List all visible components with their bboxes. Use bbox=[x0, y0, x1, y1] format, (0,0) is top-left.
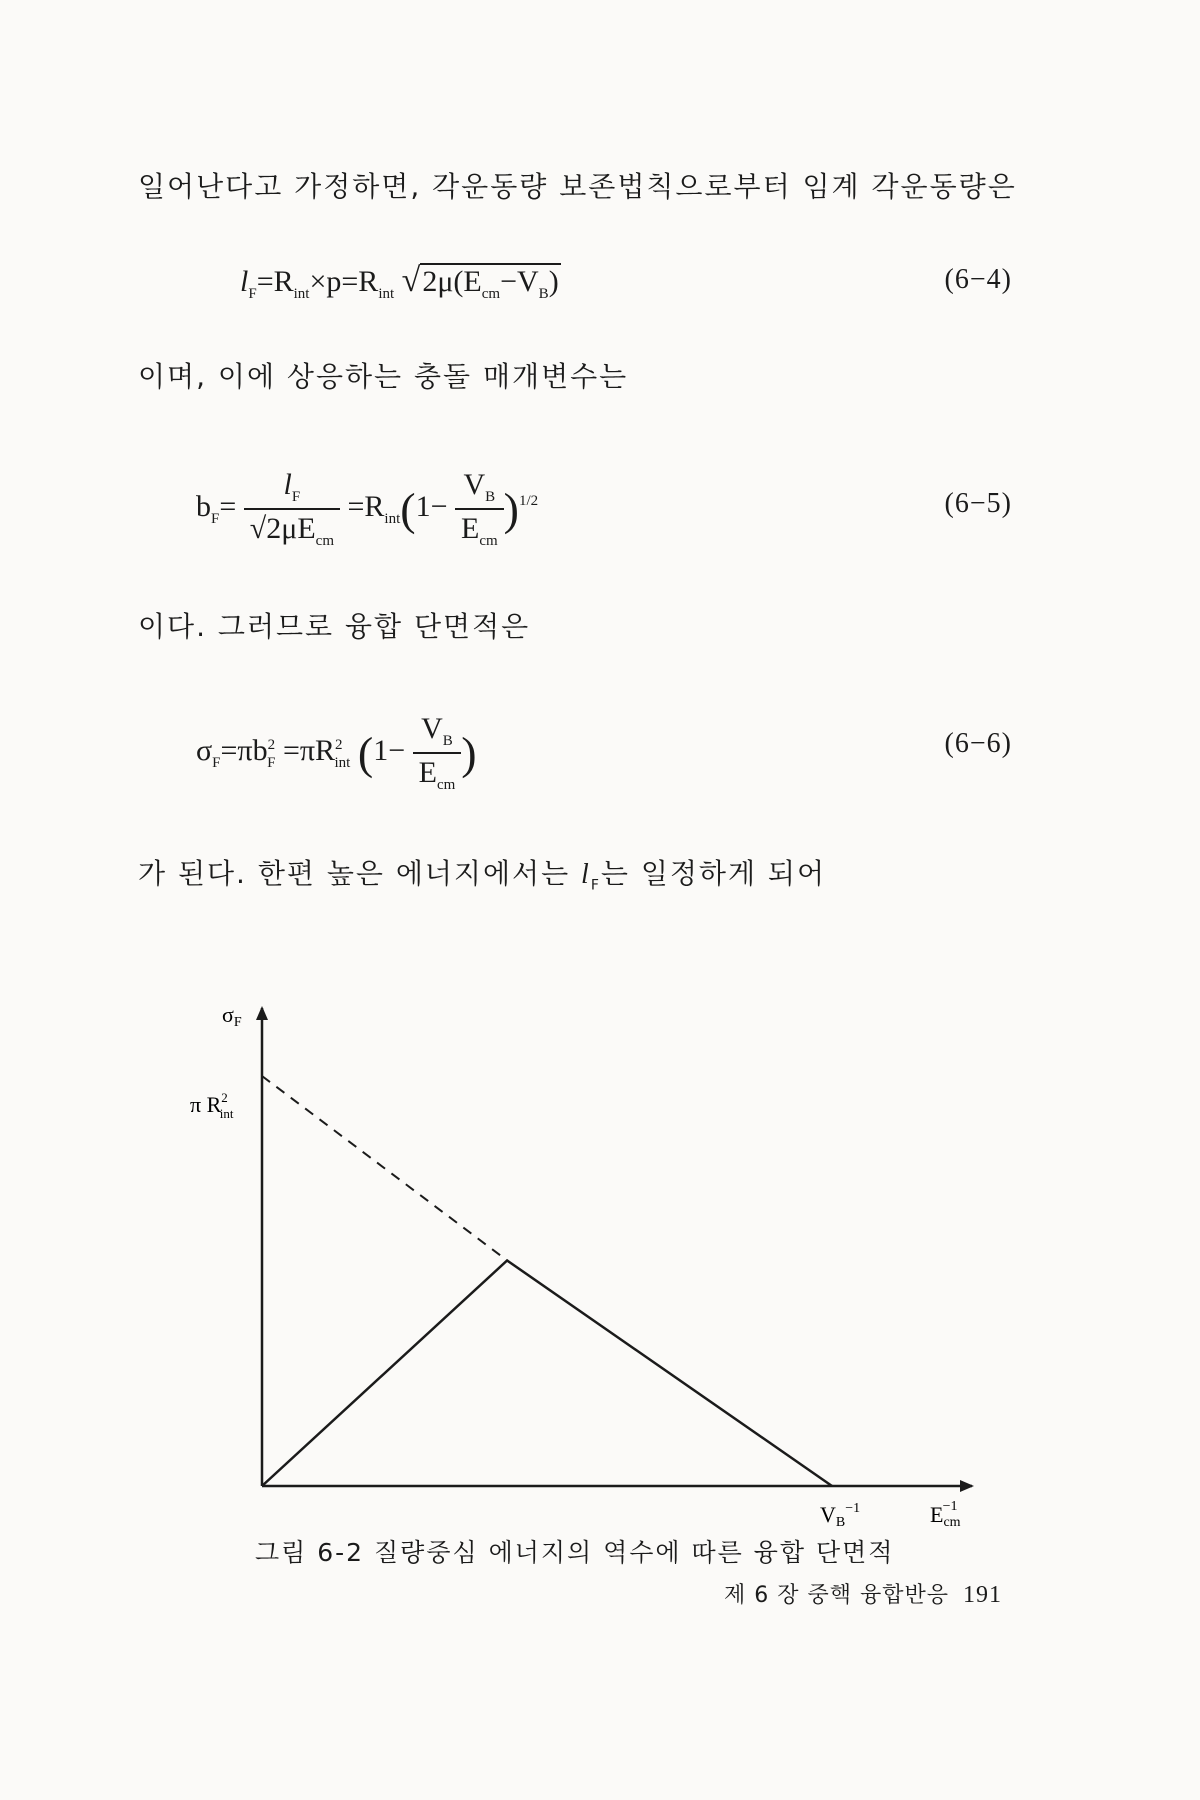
chapter-title: 제 6 장 중핵 융합반응 bbox=[724, 1583, 949, 1608]
angular-momentum-symbol: l bbox=[581, 859, 591, 890]
paragraph-4-end: 는 일정하게 되어 bbox=[600, 857, 827, 890]
equation-number-6-5: (6−5) bbox=[944, 488, 1012, 519]
equation-6-6: $\sigma_F=\pi b^2_F =\pi R^2_{int}$ (1− $\frac{V_B}{E_{cm}}$ ) bbox=[196, 712, 477, 793]
solid-curve bbox=[262, 1261, 832, 1487]
x-axis-label: Ecm−1 bbox=[930, 1499, 961, 1530]
angular-momentum-subscript: F bbox=[590, 877, 601, 894]
equation-number-6-4: (6−4) bbox=[944, 264, 1012, 295]
equation-6-5: $b_F=$ $\frac{l_F}{√2\mu E_{cm}}$ $=R_{int}(1-$ $\frac{V_B}{E_{cm}}$ )$^{1/2}$ bbox=[196, 468, 539, 549]
x-tick-label: $VB^{-1}$ bbox=[820, 1501, 861, 1530]
paragraph-1: 일어난다고 가정하면, 각운동량 보존법칙으로부터 임계 각운동량은 bbox=[138, 170, 1017, 203]
page-number: 191 bbox=[963, 1582, 1002, 1608]
dashed-curve bbox=[262, 1076, 507, 1261]
paragraph-2: 이며, 이에 상응하는 충돌 매개변수는 bbox=[138, 360, 629, 393]
paragraph-3: 이다. 그러므로 융합 단면적은 bbox=[138, 610, 531, 643]
paragraph-4-start: 가 된다. 한편 높은 에너지에서는 bbox=[138, 857, 582, 890]
y-axis-label: σF bbox=[222, 1002, 242, 1030]
page-footer bbox=[724, 1578, 1002, 1609]
y-tick-label: π $R^2$ int bbox=[190, 1090, 234, 1121]
equation-number-6-6: (6−6) bbox=[944, 728, 1012, 759]
equation-6-4: $l_F=R_{int}\times p=R_{int}$ $√2\mu(E_{cm}-V_B)$ bbox=[240, 262, 559, 302]
figure-caption: 그림 6-2 질량중심 에너지의 역수에 따른 융합 단면적 bbox=[255, 1538, 895, 1567]
